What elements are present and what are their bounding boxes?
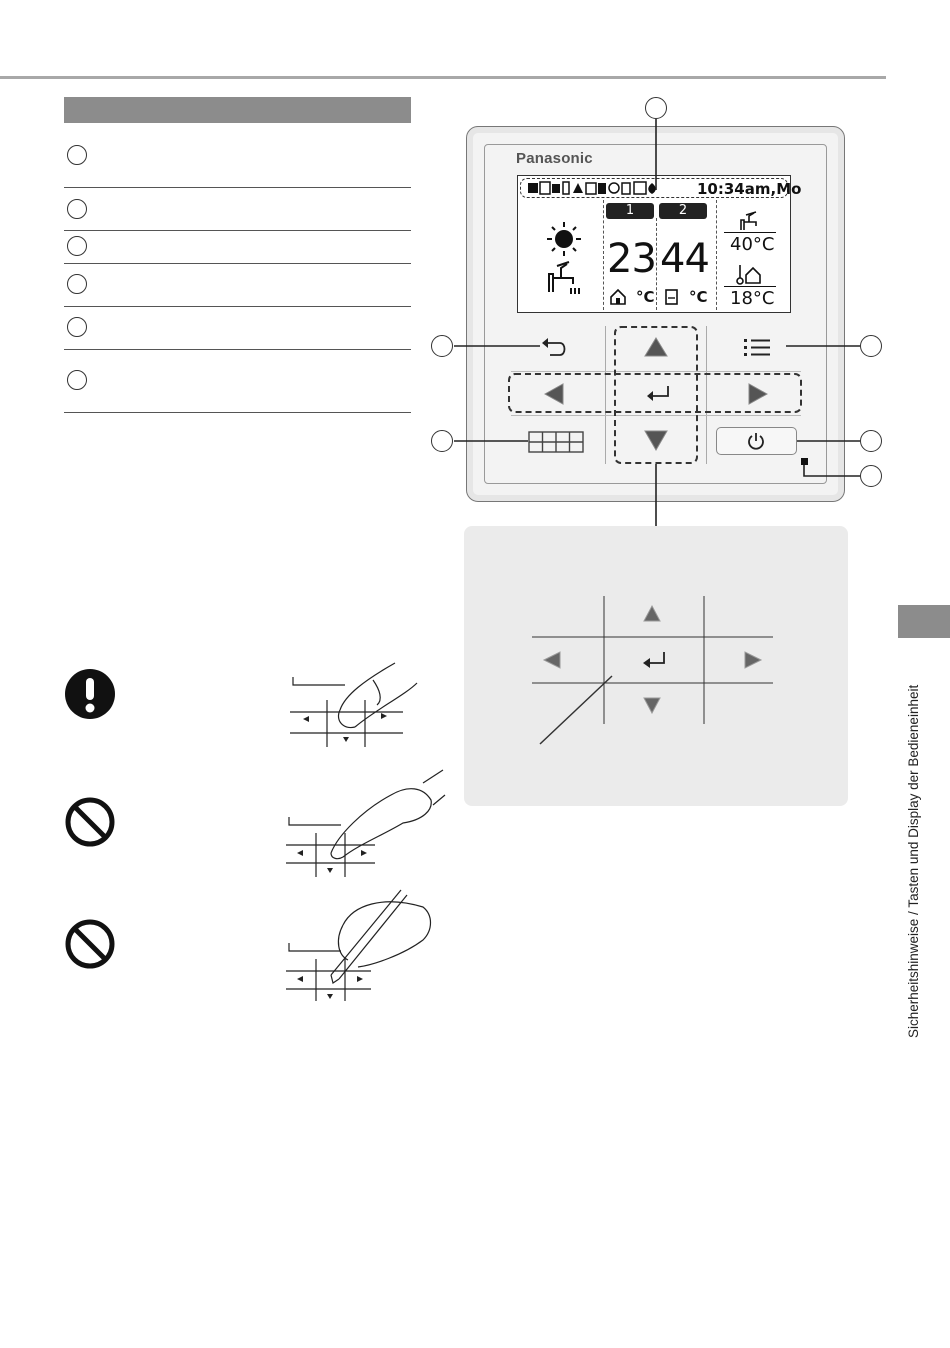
zone-2-temperature: 44 (660, 236, 709, 282)
callout-circle-back (431, 335, 453, 357)
callout-circle-quick-menu (431, 430, 453, 452)
side-chapter-label (900, 650, 924, 1040)
zone-1-unit: °C (636, 288, 655, 306)
no-entry-icon (64, 796, 116, 848)
zone-2-unit: °C (689, 288, 708, 306)
pen-press-illustration (283, 885, 443, 1005)
finger-press-illustration (283, 765, 448, 880)
fingertip-touch-illustration (285, 655, 445, 750)
exclamation-icon (64, 668, 116, 720)
zone-2-tab: 2 (659, 203, 707, 219)
zone-1-tab: 1 (606, 203, 654, 219)
outdoor-temperature: 18°C (730, 288, 775, 309)
callout-lines (0, 0, 950, 540)
chapter-tab (898, 605, 950, 638)
callout-circle-top (645, 97, 667, 119)
lcd-clock: 10:34am,Mo (697, 180, 802, 198)
side-chapter-label-text: Sicherheitshinweise / Tasten und Display der Bedieneinheit (906, 684, 921, 1038)
keypad-detail-diagram (464, 526, 848, 806)
callout-circle-power (860, 430, 882, 452)
callout-circle-led (860, 465, 882, 487)
callout-circle-menu (860, 335, 882, 357)
zone-1-temperature: 23 (607, 236, 656, 282)
no-entry-icon (64, 918, 116, 970)
brand-logo: Panasonic (516, 150, 593, 167)
tank-temperature: 40°C (730, 234, 775, 255)
